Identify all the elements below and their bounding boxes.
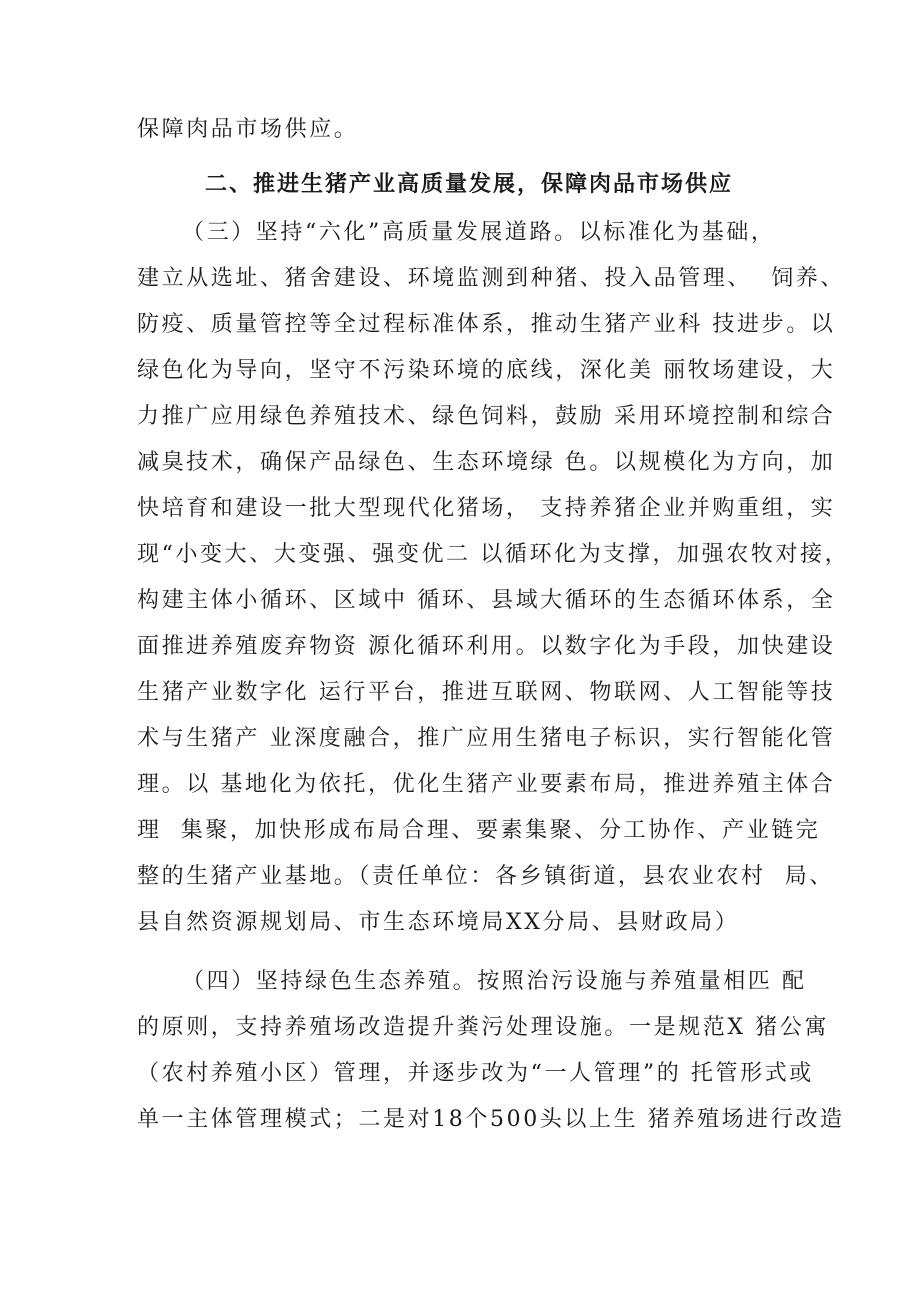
paragraph-line: 术与生猪产 业深度融合，推广应用生猪电子标识，实行智能化管 <box>137 726 836 751</box>
paragraph-line: 整的生猪产业基地。（责任单位：各乡镇街道，县农业农村 局、 <box>137 864 834 889</box>
paragraph-line: 保障肉品市场供应。 <box>137 117 359 142</box>
paragraph-line: （四）坚持绿色生态养殖。按照治污设施与养殖量相匹 配 <box>182 969 807 994</box>
paragraph-line: （三）坚持“六化”高质量发展道路。以标准化为基础， <box>182 220 776 245</box>
paragraph-line: 减臭技术，确保产品绿色、生态环境绿 色。以规模化为方向，加 <box>137 450 836 475</box>
paragraph-line: 生猪产业数字化 运行平台，推进互联网、物联网、人工智能等技 <box>137 680 836 705</box>
section-heading: 二、推进生猪产业高质量发展，保障肉品市场供应 <box>205 172 734 197</box>
paragraph-line: 理 集聚，加快形成布局合理、要素集聚、分工协作、产业链完 <box>137 818 821 843</box>
paragraph-line: 绿色化为导向，坚守不污染环境的底线，深化美 丽牧场建设，大 <box>137 358 836 383</box>
paragraph-line: 构建主体小循环、区域中 循环、县域大循环的生态循环体系，全 <box>137 588 836 613</box>
paragraph-line: 快培育和建设一批大型现代化猪场， 支持养猪企业并购重组，实 <box>137 496 836 521</box>
paragraph-line: 县自然资源规划局、市生态环境局XX分局、县财政局） <box>137 910 740 935</box>
paragraph-line: 建立从选址、猪舍建设、环境监测到种猪、投入品管理、 饲养、 <box>137 266 845 291</box>
paragraph-line: 理。以 基地化为依托，优化生猪产业要素布局，推进养殖主体合 <box>137 772 836 797</box>
paragraph-line: 现“小变大、大变强、强变优二 以循环化为支撑，加强农牧对接， <box>137 542 850 567</box>
paragraph-line: 力推广应用绿色养殖技术、绿色饲料，鼓励 采用环境控制和综合 <box>137 404 836 429</box>
paragraph-line: 面推进养殖废弃物资 源化循环利用。以数字化为手段，加快建设 <box>137 634 836 659</box>
paragraph-line: 的原则，支持养殖场改造提升粪污处理设施。一是规范X 猪公寓 <box>137 1015 830 1040</box>
paragraph-line: 防疫、质量管控等全过程标准体系，推动生猪产业科 技进步。以 <box>137 312 836 337</box>
paragraph-line: （农村养殖小区）管理，并逐步改为“一人管理”的 托管形式或 <box>137 1061 814 1086</box>
paragraph-line: 单一主体管理模式；二是对18个500头以上生 猪养殖场进行改造 <box>137 1107 845 1132</box>
